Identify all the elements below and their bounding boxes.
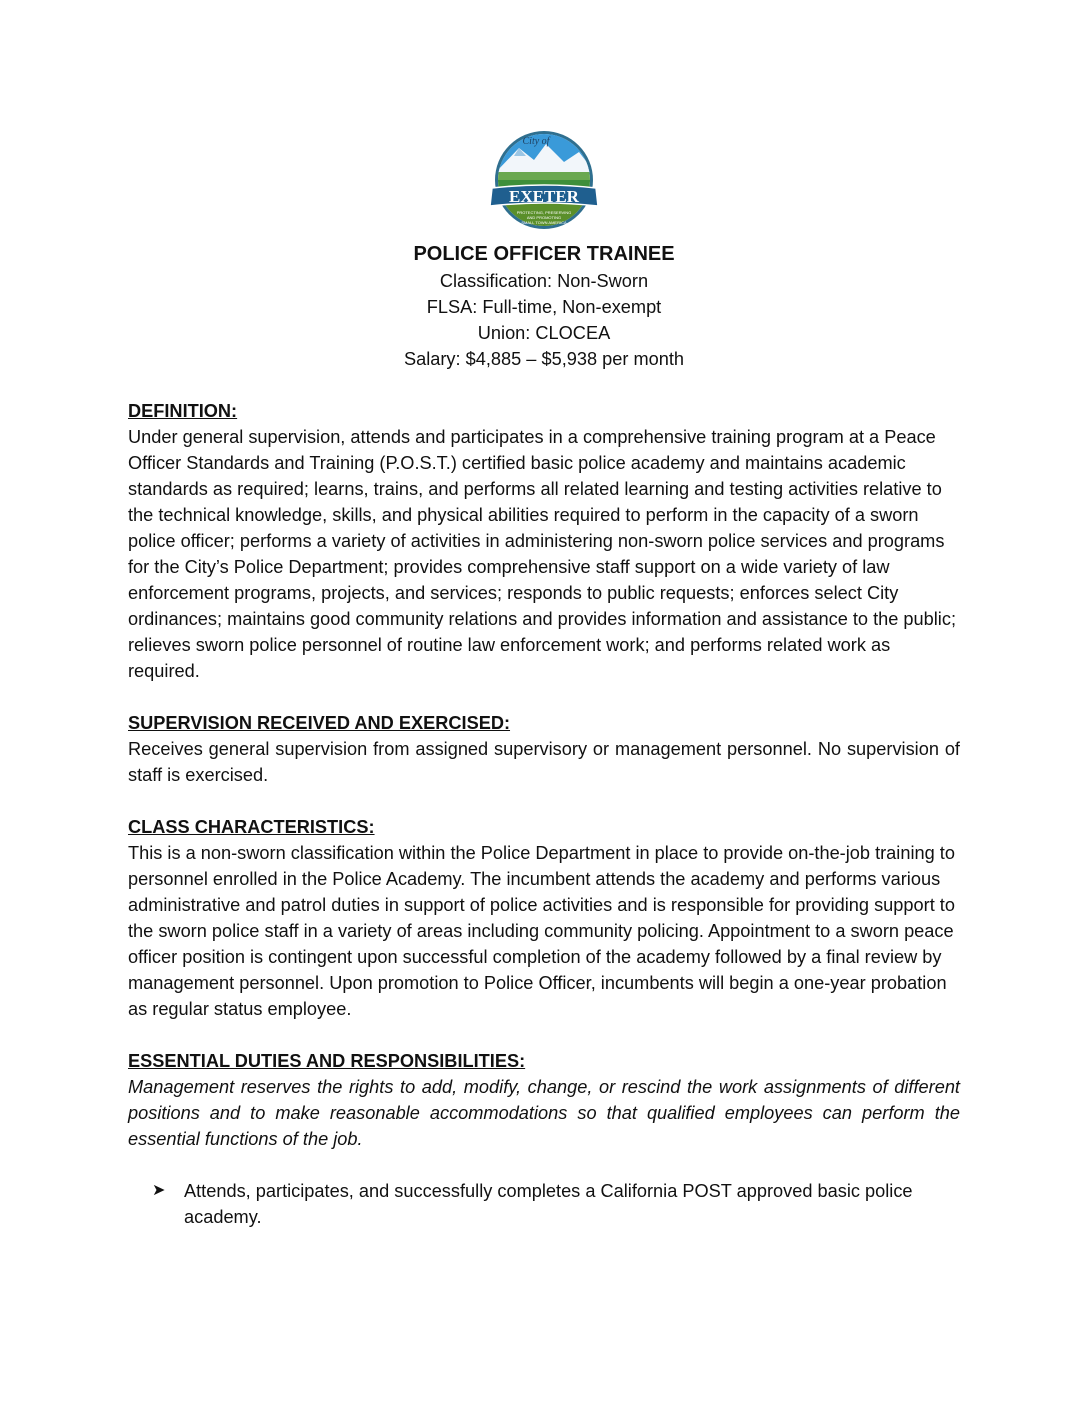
document-header xyxy=(128,240,960,372)
supervision-heading: SUPERVISION RECEIVED AND EXERCISED: xyxy=(128,713,511,733)
duties-heading: ESSENTIAL DUTIES AND RESPONSIBILITIES: xyxy=(128,1051,526,1071)
logo-top-text: City of xyxy=(522,136,550,147)
duty-text: Attends, participates, and successfully completes a California POST approved basic police academy. xyxy=(184,1181,913,1227)
duties-section xyxy=(128,1048,960,1230)
supervision-section xyxy=(128,710,960,788)
document-page xyxy=(128,130,960,1230)
definition-text: Under general supervision, attends and participates in a comprehensive training program at a Peace Officer Standards and Training (P.O.S.T.) certified basic police academy and maintains academic standards as required; learns, trains, and performs all related learning and testing activities relative to the technical knowledge, skills, and physical abilities required to perform in the capacity of a sworn police officer; performs a variety of activities in administering non-sworn police services and programs for the City’s Police Department; provides comprehensive staff support on a wide variety of law enforcement programs, projects, and services; responds to public requests; enforces select City ordinances; maintains good community relations and provides information and assistance to the public; relieves sworn police personnel of routine law enforcement work; and performs related work as required. xyxy=(128,427,956,681)
class-characteristics-heading: CLASS CHARACTERISTICS: xyxy=(128,817,375,837)
logo-name: EXETER xyxy=(509,187,579,206)
city-of-exeter-logo xyxy=(484,130,604,238)
duties-intro: Management reserves the rights to add, modify, change, or rescind the work assignments of different positions and to make reasonable accommodations so that qualified employees can perform the essential functions of the job. xyxy=(128,1077,960,1149)
duties-list xyxy=(128,1178,960,1230)
logo-tagline-3: SMALL TOWN AMERICA xyxy=(521,220,567,225)
logo-tagline-2: AND PROMOTING xyxy=(526,215,562,220)
definition-section xyxy=(128,398,960,684)
logo-tagline-1: PROTECTING, PRESERVING xyxy=(516,210,572,215)
salary-line: Salary: $4,885 – $5,938 per month xyxy=(403,349,685,369)
class-characteristics-text: This is a non-sworn classification within the Police Department in place to provide on-the-job training to personnel enrolled in the Police Academy. The incumbent attends the academy and performs various administrative and patrol duties in support of police activities and is responsible for providing support to the sworn police staff in a variety of areas including community policing. Appointment to a sworn peace officer position is contingent upon successful completion of the academy followed by a final review by management personnel. Upon promotion to Police Officer, incumbents will begin a one-year probation as regular status employee. xyxy=(128,843,955,1019)
definition-heading: DEFINITION: xyxy=(128,401,238,421)
list-item xyxy=(152,1178,960,1230)
classification-line: Classification: Non-Sworn xyxy=(439,271,649,291)
arrow-bullet-icon: ➤ xyxy=(152,1182,166,1199)
supervision-text: Receives general supervision from assigned supervisory or management personnel. No supervision of staff is exercised. xyxy=(128,739,960,785)
job-title: POLICE OFFICER TRAINEE xyxy=(413,243,675,265)
union-line: Union: CLOCEA xyxy=(477,323,611,343)
class-characteristics-section xyxy=(128,814,960,1022)
flsa-line: FLSA: Full-time, Non-exempt xyxy=(426,297,662,317)
